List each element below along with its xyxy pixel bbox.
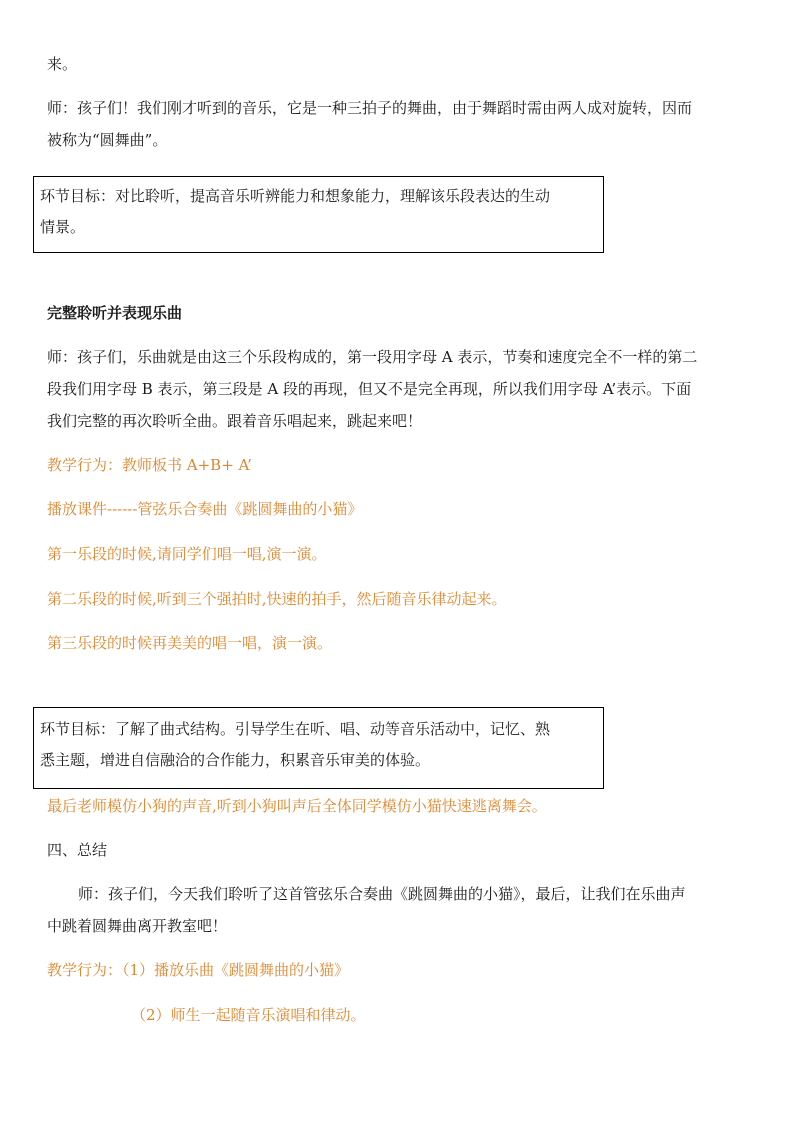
goal-box-line: 悉主题，增进自信融洽的合作能力，积累音乐审美的体验。 bbox=[40, 751, 431, 769]
teaching-action-line: 播放课件------管弦乐合奏曲《跳圆舞曲的小猫》 bbox=[47, 500, 363, 518]
paragraph-continuation: 来。 bbox=[47, 55, 78, 73]
teaching-action-line: 教学行为：（1）播放乐曲《跳圆舞曲的小猫》 bbox=[47, 961, 350, 979]
goal-box-2 bbox=[33, 707, 604, 789]
goal-box-1 bbox=[33, 176, 604, 253]
goal-box-line: 环节目标：对比聆听，提高音乐听辨能力和想象能力，理解该乐段表达的生动 bbox=[40, 187, 551, 205]
teacher-paragraph-line: 师：孩子们，乐曲就是由这三个乐段构成的，第一段用字母 A 表示，节奏和速度完全不一样的第二 bbox=[47, 348, 698, 366]
teaching-action-line: 教学行为：教师板书 A+B+ A’ bbox=[47, 456, 252, 474]
section-title-summary: 四、总结 bbox=[47, 841, 108, 859]
teaching-action-line: 第一乐段的时候,请同学们唱一唱,演一演。 bbox=[47, 545, 327, 563]
goal-box-line: 情景。 bbox=[40, 218, 86, 236]
teaching-action-line: （2）师生一起随音乐演唱和律动。 bbox=[131, 1006, 366, 1024]
teaching-action-line: 最后老师模仿小狗的声音,听到小狗叫声后全体同学模仿小猫快速逃离舞会。 bbox=[47, 797, 547, 815]
teaching-action-line: 第三乐段的时候再美美的唱一唱，演一演。 bbox=[47, 634, 333, 652]
teacher-paragraph-line: 师：孩子们，今天我们聆听了这首管弦乐合奏曲《跳圆舞曲的小猫》，最后，让我们在乐曲声 bbox=[78, 885, 686, 903]
teacher-paragraph-line: 师：孩子们！我们刚才听到的音乐，它是一种三拍子的舞曲，由于舞蹈时需由两人成对旋转，因而 bbox=[47, 99, 693, 117]
teacher-paragraph-line: 被称为“圆舞曲”。 bbox=[47, 131, 168, 149]
section-heading: 完整聆听并表现乐曲 bbox=[47, 304, 183, 322]
teacher-paragraph-line: 中跳着圆舞曲离开教室吧！ bbox=[47, 917, 228, 935]
teacher-paragraph-line: 段我们用字母 B 表示，第三段是 A 段的再现，但又不是完全再现，所以我们用字母 A’表示。下面 bbox=[47, 380, 692, 398]
goal-box-line: 环节目标：了解了曲式结构。引导学生在听、唱、动等音乐活动中，记忆、熟 bbox=[40, 720, 551, 738]
teacher-paragraph-line: 我们完整的再次聆听全曲。跟着音乐唱起来，跳起来吧！ bbox=[47, 412, 423, 430]
teaching-action-line: 第二乐段的时候,听到三个强拍时,快速的拍手，然后随音乐律动起来。 bbox=[47, 590, 507, 608]
